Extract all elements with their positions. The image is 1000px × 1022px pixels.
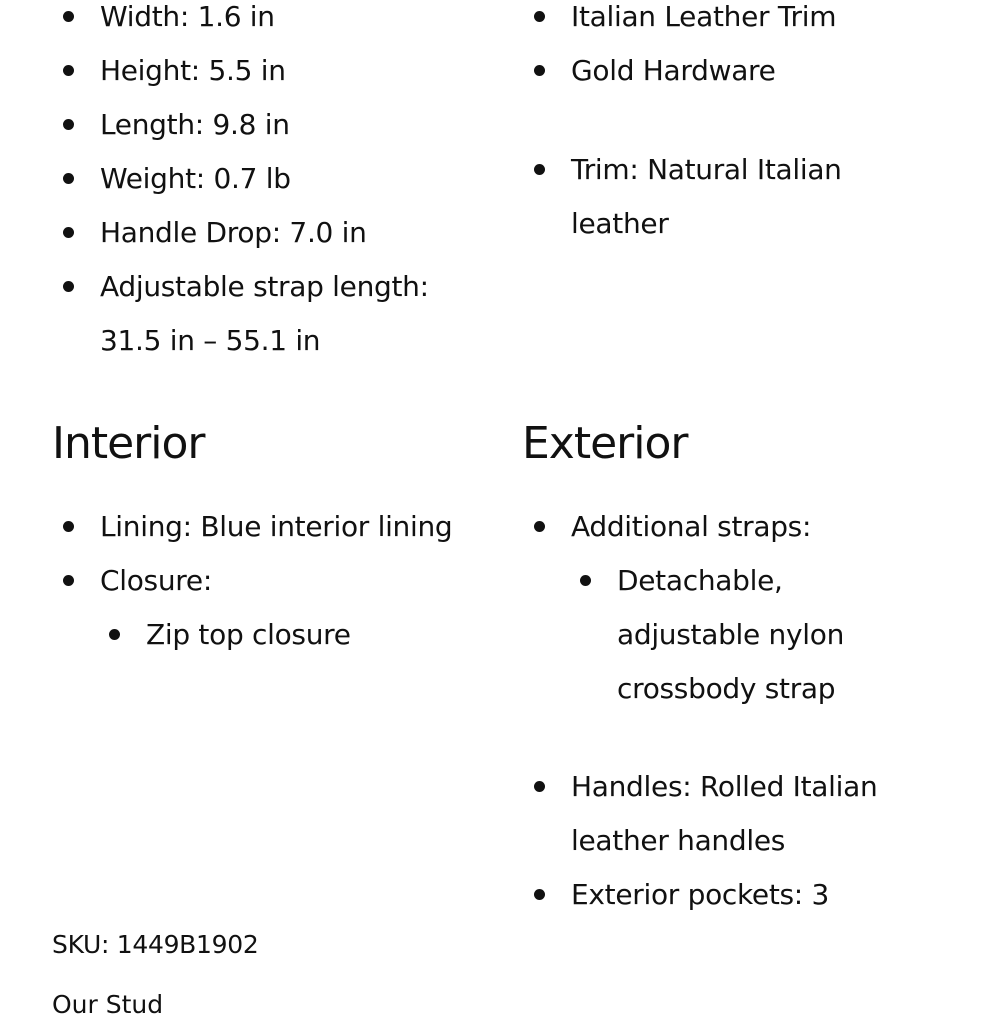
dimension-strap-length: Adjustable strap length: 31.5 in – 55.1 in bbox=[100, 260, 460, 368]
materials-trim-list bbox=[571, 143, 871, 251]
dimensions-list bbox=[100, 0, 470, 368]
exterior-pockets: Exterior pockets: 3 bbox=[571, 868, 901, 922]
our-story-link[interactable]: Our Stud bbox=[52, 990, 164, 1019]
interior-closure bbox=[100, 554, 480, 662]
exterior-list bbox=[571, 500, 901, 716]
dimension-weight: Weight: 0.7 lb bbox=[100, 152, 470, 206]
dimension-handle-drop: Handle Drop: 7.0 in bbox=[100, 206, 470, 260]
dimension-length: Length: 9.8 in bbox=[100, 98, 470, 152]
materials-list bbox=[571, 0, 891, 98]
exterior-straps-sublist bbox=[571, 554, 901, 716]
interior-closure-zip: Zip top closure bbox=[146, 608, 480, 662]
interior-closure-sublist bbox=[100, 608, 480, 662]
exterior-straps-label: Additional straps: bbox=[571, 510, 812, 543]
material-gold-hardware: Gold Hardware bbox=[571, 44, 891, 98]
interior-heading: Interior bbox=[52, 418, 205, 469]
material-leather-trim: Italian Leather Trim bbox=[571, 0, 891, 44]
interior-closure-label: Closure: bbox=[100, 564, 212, 597]
material-trim: Trim: Natural Italian leather bbox=[571, 143, 871, 251]
dimension-width: Width: 1.6 in bbox=[100, 0, 470, 44]
interior-list bbox=[100, 500, 480, 662]
exterior-straps bbox=[571, 500, 901, 716]
exterior-strap-detail: Detachable, adjustable nylon crossbody strap bbox=[617, 554, 867, 716]
interior-lining: Lining: Blue interior lining bbox=[100, 500, 480, 554]
dimension-height: Height: 5.5 in bbox=[100, 44, 470, 98]
sku-label: SKU: 1449B1902 bbox=[52, 930, 259, 959]
exterior-heading: Exterior bbox=[522, 418, 688, 469]
exterior-list-2 bbox=[571, 760, 901, 922]
exterior-handles: Handles: Rolled Italian leather handles bbox=[571, 760, 901, 868]
